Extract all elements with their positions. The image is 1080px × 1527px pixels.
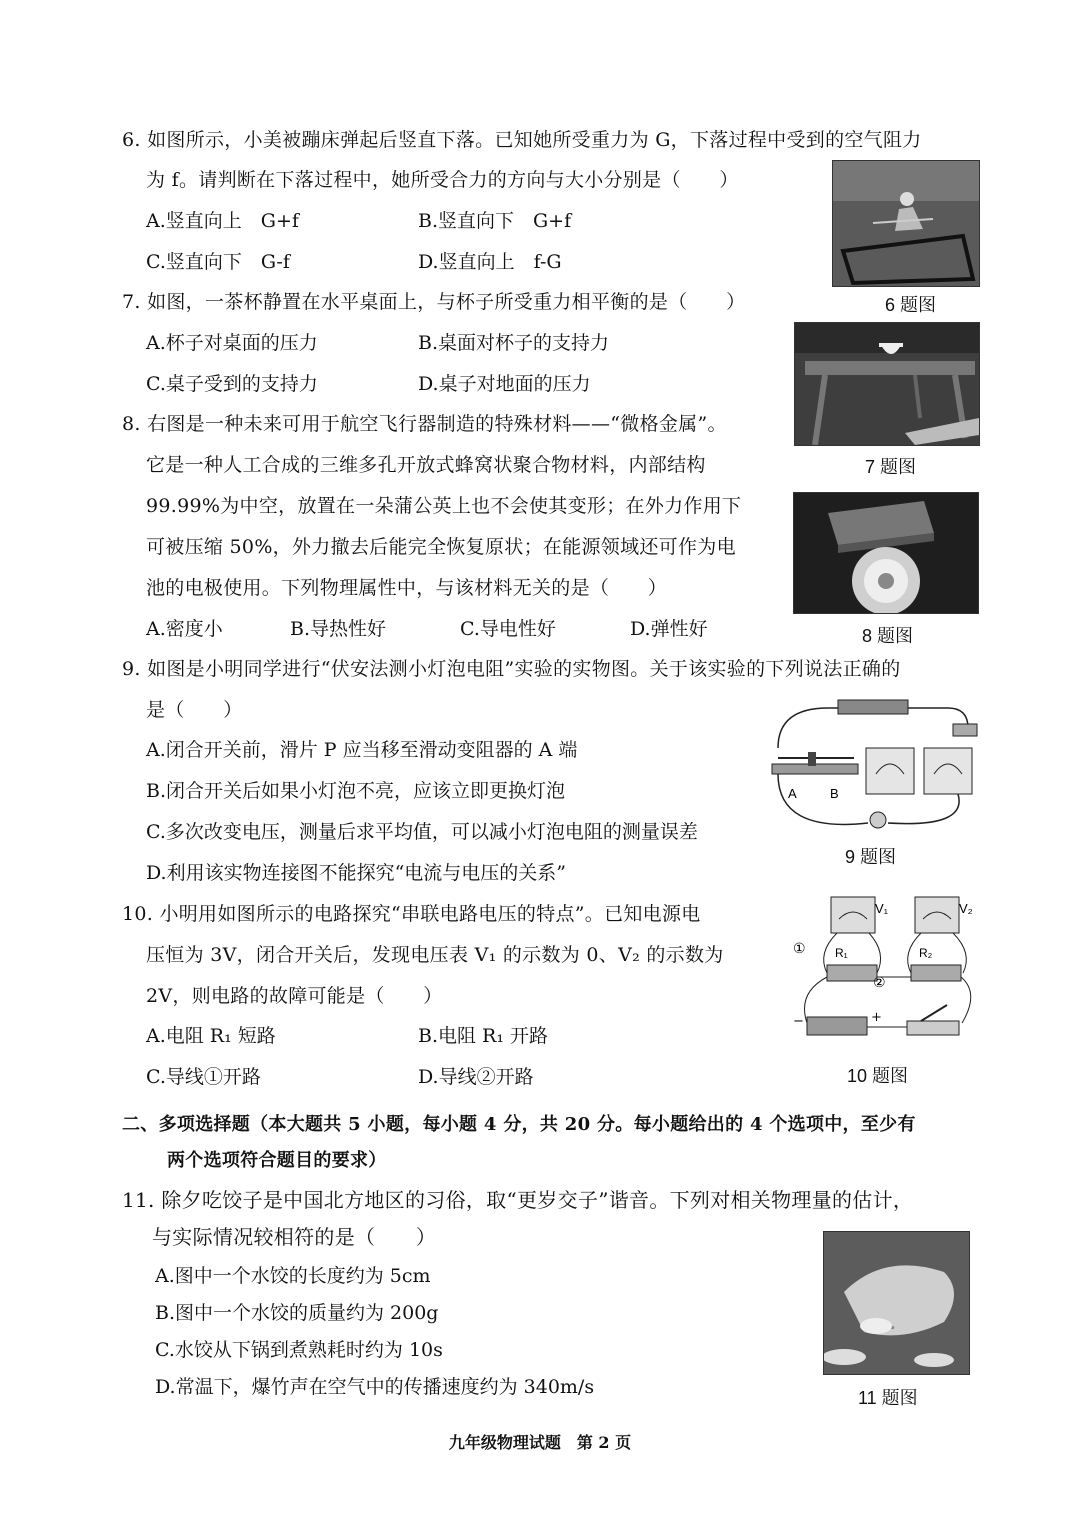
q6-figure-caption: 6 题图 [885, 295, 937, 315]
q11-option-c: C.水饺从下锅到煮熟耗时约为 10s [155, 1339, 443, 1361]
q8-option-d: D.弹性好 [630, 618, 708, 640]
q11-figure-caption: 11 题图 [858, 1388, 918, 1408]
q7-teacup-table-photo [794, 322, 980, 446]
q10-stem-line2: 压恒为 3V，闭合开关后，发现电压表 V₁ 的示数为 0、V₂ 的示数为 [146, 944, 724, 966]
q11-stem-line1: 11. 除夕吃饺子是中国北方地区的习俗，取“更岁交子”谐音。下列对相关物理量的估计， [122, 1188, 914, 1212]
q6-option-d: D.竖直向上 f-G [418, 251, 562, 273]
q6-stem-line1: 6. 如图所示，小美被蹦床弹起后竖直下落。已知她所受重力为 G，下落过程中受到的空气阻力 [122, 129, 922, 151]
q7-option-a: A.杯子对桌面的压力 [146, 332, 318, 354]
page-footer: 九年级物理试题 第 2 页 [448, 1433, 632, 1452]
q11-option-b: B.图中一个水饺的质量约为 200g [155, 1302, 439, 1324]
q7-figure-caption: 7 题图 [865, 457, 917, 477]
q7-option-c: C.桌子受到的支持力 [146, 373, 318, 395]
q10-label-r1: R₁ [835, 946, 848, 960]
q10-figure-caption: 10 题图 [847, 1066, 909, 1086]
q10-option-b: B.电阻 R₁ 开路 [418, 1025, 549, 1047]
q11-option-a: A.图中一个水饺的长度约为 5cm [155, 1265, 431, 1287]
q6-option-b: B.竖直向下 G+f [418, 210, 572, 232]
q10-label-v2: V₂ [959, 901, 973, 916]
q10-label-wire2: ② [873, 975, 886, 991]
q11-stem-line2: 与实际情况较相符的是（ ） [152, 1225, 437, 1249]
section2-heading-line1: 二、多项选择题（本大题共 5 小题，每小题 4 分，共 20 分。每小题给出的 4 个选项中，至少有 [122, 1114, 916, 1135]
q10-label-minus: − [793, 1014, 804, 1029]
q8-stem-line2: 它是一种人工合成的三维多孔开放式蜂窝状聚合物材料，内部结构 [146, 454, 706, 476]
q8-microlattice-photo [793, 492, 979, 614]
q10-label-v1: V₁ [875, 901, 889, 916]
q9-label-b: B [830, 786, 839, 801]
q8-option-a: A.密度小 [146, 618, 223, 640]
q10-option-c: C.导线①开路 [146, 1066, 261, 1088]
q9-option-a: A.闭合开关前，滑片 P 应当移至滑动变阻器的 A 端 [146, 739, 578, 761]
q7-option-b: B.桌面对杯子的支持力 [418, 332, 610, 354]
q6-option-a: A.竖直向上 G+f [146, 210, 299, 232]
q6-trampoline-photo [832, 160, 980, 287]
q10-option-d: D.导线②开路 [418, 1066, 534, 1088]
q8-stem-line4: 可被压缩 50%，外力撤去后能完全恢复原状；在能源领域还可作为电 [146, 536, 736, 558]
q11-option-d: D.常温下，爆竹声在空气中的传播速度约为 340m/s [155, 1376, 595, 1398]
q7-stem-line1: 7. 如图，一茶杯静置在水平桌面上，与杯子所受重力相平衡的是（ ） [122, 291, 746, 313]
q6-stem-line2: 为 f。请判断在下落过程中，她所受合力的方向与大小分别是（ ） [146, 169, 739, 191]
q8-option-c: C.导电性好 [460, 618, 556, 640]
q8-option-b: B.导热性好 [290, 618, 387, 640]
q8-stem-line5: 池的电极使用。下列物理属性中，与该材料无关的是（ ） [146, 577, 668, 599]
section2-heading-line2: 两个选项符合题目的要求） [167, 1150, 387, 1171]
q10-option-a: A.电阻 R₁ 短路 [146, 1025, 276, 1047]
q10-stem-line3: 2V，则电路的故障可能是（ ） [146, 985, 443, 1007]
q6-option-c: C.竖直向下 G-f [146, 251, 290, 273]
q9-option-d: D.利用该实物连接图不能探究“电流与电压的关系” [146, 862, 567, 884]
q7-option-d: D.桌子对地面的压力 [418, 373, 591, 395]
q10-label-wire1: ① [793, 941, 806, 957]
q8-figure-caption: 8 题图 [862, 626, 914, 646]
q10-label-r2: R₂ [919, 946, 933, 960]
q9-figure-caption: 9 题图 [845, 847, 897, 867]
q9-stem-line1: 9. 如图是小明同学进行“伏安法测小灯泡电阻”实验的实物图。关于该实验的下列说法正确的 [122, 658, 901, 680]
q9-label-a: A [788, 786, 797, 801]
q10-stem-line1: 10. 小明用如图所示的电路探究“串联电路电压的特点”。已知电源电 [122, 903, 701, 925]
q10-label-plus: + [871, 1010, 882, 1025]
q9-option-c: C.多次改变电压，测量后求平均值，可以减小灯泡电阻的测量误差 [146, 821, 698, 843]
q8-stem-line3: 99.99%为中空，放置在一朵蒲公英上也不会使其变形；在外力作用下 [146, 495, 742, 517]
q9-stem-line2: 是（ ） [146, 699, 243, 721]
q9-circuit-diagram [768, 688, 980, 838]
q11-dumplings-photo [823, 1231, 970, 1375]
q9-option-b: B.闭合开关后如果小灯泡不亮，应该立即更换灯泡 [146, 780, 566, 802]
q10-circuit-diagram [787, 893, 980, 1053]
q8-stem-line1: 8. 右图是一种未来可用于航空飞行器制造的特殊材料——“微格金属”。 [122, 413, 727, 435]
